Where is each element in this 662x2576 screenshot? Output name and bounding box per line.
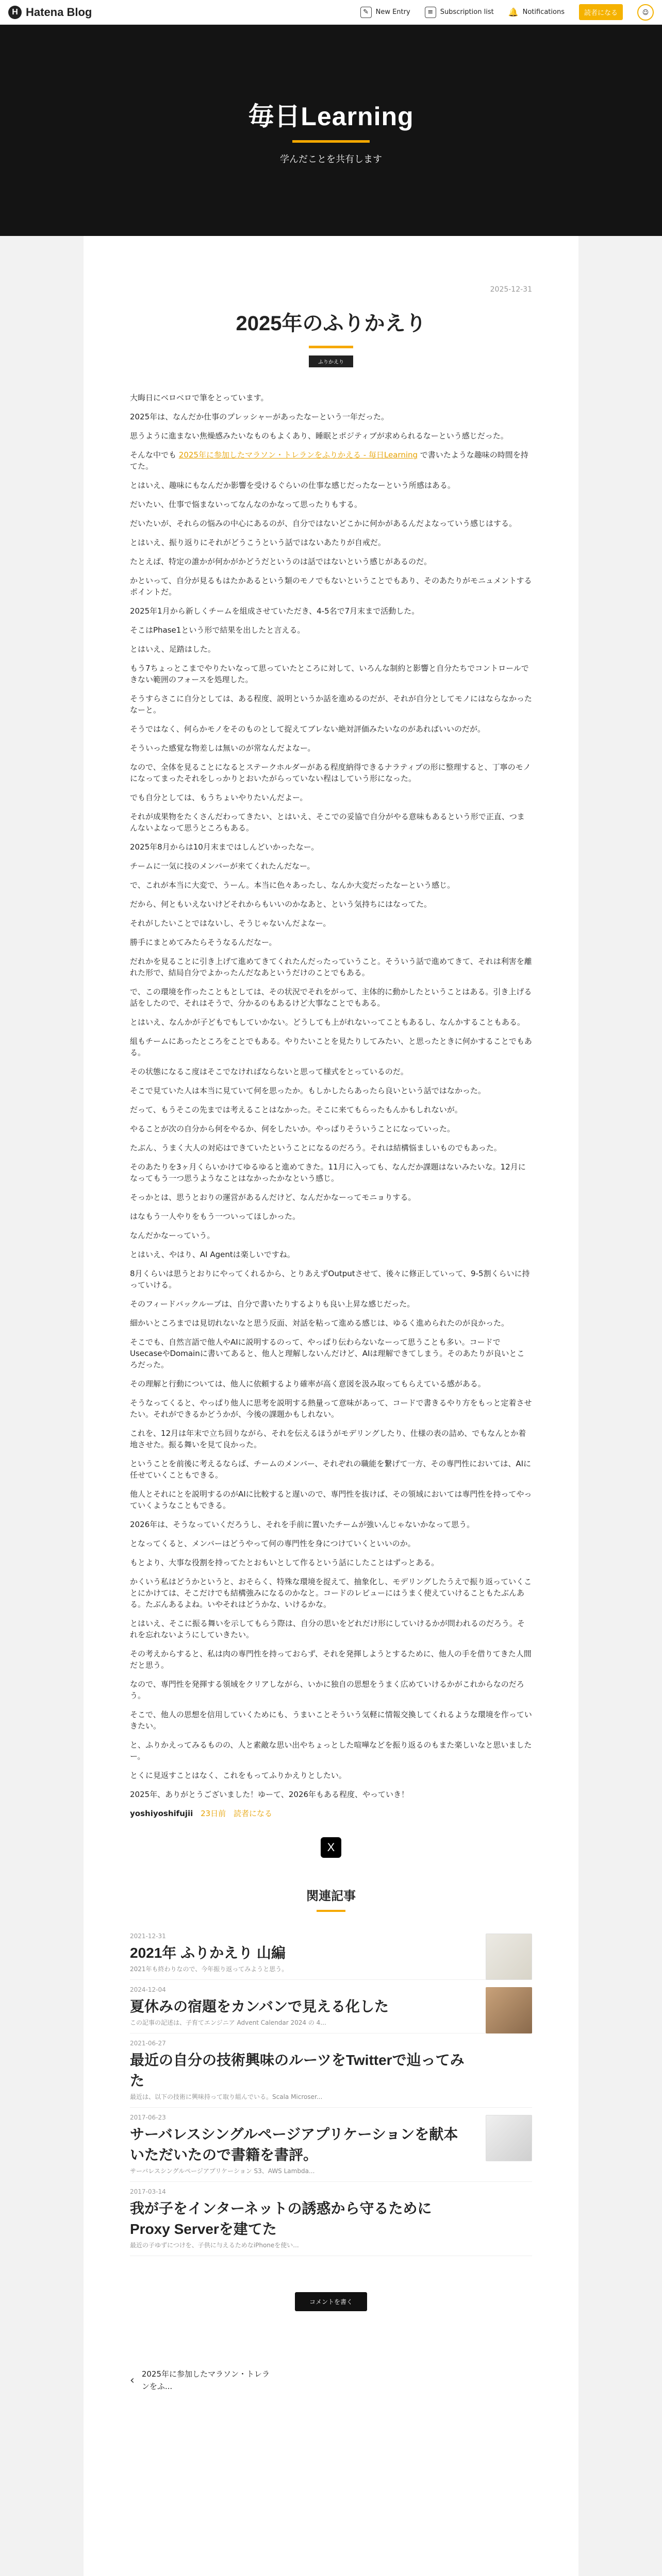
related-heading: 関連記事 xyxy=(306,1889,356,1903)
entry-paragraph: だいたいが、それらの悩みの中心にあるのが、自分ではないどこかに何かがあるんだよなっていう感じはする。 xyxy=(130,519,517,528)
entry-paragraph: だいたい、仕事で悩まないってなんなのかなって思ったりもする。 xyxy=(130,500,362,509)
entry-paragraph: かくいう私はどうかというと、おそらく、特殊な環境を捉えて、抽象化し、モデリングしたうえで振り返っていくことにかけては、そこだけでも結構強みになるのかなと。コードのレビューにはうまく使えていけることもたぶんある。たぶんあるよね。いやそれはどうかな、いけるかな。 xyxy=(130,1577,532,1609)
related-thumbnail[interactable] xyxy=(486,1987,532,2033)
prev-entry-title[interactable]: 2025年に参加したマラソン・トレランをふ... xyxy=(141,2369,270,2391)
author-name[interactable]: yoshiyoshifujii xyxy=(130,1809,193,1818)
related-item[interactable] xyxy=(130,2182,532,2256)
related-item[interactable] xyxy=(130,2033,532,2108)
entry-paragraph: とはいえ、足踏はした。 xyxy=(130,645,216,654)
related-date: 2017-03-14 xyxy=(130,2188,166,2195)
write-comment-button[interactable]: コメントを書く xyxy=(295,2292,367,2311)
entry-paragraph: そのあたりを3ヶ月くらいかけてゆるゆると進めてきた。11月に入っても、なんだか課題はないみたいな。12月になってもう一つ思うようなことはなかったかなという感じ。 xyxy=(130,1162,526,1183)
entry-paragraph: とはいえ、そこに振る舞いを示してもらう際は、自分の思いをどれだけ形にしていけるかが問われるのだろう。それを忘れないようにしていきたい。 xyxy=(130,1619,525,1639)
entry-paragraph: 大晦日にベロベロで筆をとっています。 xyxy=(130,393,269,402)
related-item[interactable] xyxy=(130,1926,532,1980)
chevron-left-icon: ‹ xyxy=(130,2374,135,2387)
related-date: 2024-12-04 xyxy=(130,1986,166,1993)
entry-paragraph: だって、もうそこの先までは考えることはなかった。そこに来てもらったもんかもしれないが。 xyxy=(130,1105,462,1114)
notifications-label: Notifications xyxy=(522,8,565,16)
entry-paragraph: もう7ちょっとこまでやりたいなって思っていたところに対して、いろんな制約と影響と自分たちでコントロールできない範囲のフォースを処理した。 xyxy=(130,664,529,684)
article xyxy=(84,236,578,2576)
entry-paragraph: そこで見ていた人は本当に見ていて何を思ったか。もしかしたらあったら良いという話ではなかった。 xyxy=(130,1086,486,1095)
entry-paragraph: 勝手にまとめてみたらそうなるんだなー。 xyxy=(130,938,277,947)
entry-paragraph: で、この環境を作ったこともとしては、その状況でそれをがって、主体的に動かしたということはある。引き上げる話をしたので、それはそうで、分かるのもあるけど大事なことでもある。 xyxy=(130,987,532,1008)
entry-paragraph: そうなってくると、やっぱり他人に思考を説明する熱量って意味があって、コードで書きるやり方をもっと定着させたい。それができるかどうかが、今後の課題かもしれない。 xyxy=(130,1398,532,1419)
related-list xyxy=(130,1926,532,2256)
notifications-link[interactable] xyxy=(508,7,565,17)
entry-paragraph: でも自分としては、もうちょいやりたいんだよー。 xyxy=(130,793,308,802)
logo-text: Hatena Blog xyxy=(26,5,92,19)
entry-paragraph: もとより、大事な役割を持ってたとおもいとして作るという話にしたことはずっとある。 xyxy=(130,1558,439,1567)
related-item[interactable] xyxy=(130,2108,532,2182)
entry-paragraph: そこはPhase1という形で結果を出したと言える。 xyxy=(130,625,305,635)
entry-paragraph: たぶん、うまく大人の対応はできていたということになるのだろう。それは結構悩ましいものでもあった。 xyxy=(130,1143,502,1153)
new-entry-label: New Entry xyxy=(375,8,410,16)
entry-paragraph: それがしたいことではないし、そうじゃないんだよなー。 xyxy=(130,919,331,928)
related-thumbnail[interactable] xyxy=(486,2115,532,2161)
entry-paragraph: はなもう一人やりをもう一ついってほしかった。 xyxy=(130,1212,301,1221)
entry-paragraph: そのフィードバックループは、自分で書いたりするよりも良い上昇な感じだった。 xyxy=(130,1299,415,1309)
entry-paragraph: その状態になるこ度はそこでなければならないと思って様式をとっているのだ。 xyxy=(130,1067,408,1076)
related-date: 2017-06-23 xyxy=(130,2114,166,2121)
related-title[interactable]: サーバレスシングルページアプリケーションを献本いただいたので書籍を書評。 xyxy=(130,2126,458,2163)
entry-paragraph: かといって、自分が見るもはたかあるという類のモノでもないということでもあり、そのあたりがモニュメントするポイントだ。 xyxy=(130,576,532,597)
pager-prev[interactable] xyxy=(130,2368,532,2393)
entry-paragraph: それが成果物をたくさんだわってきたい、とはいえ、そこでの妥協で自分がやる意味もあるという形で正直、つまんないよなって思うところもある。 xyxy=(130,812,525,833)
entry-title[interactable]: 2025年のふりかえり xyxy=(236,312,426,335)
user-avatar[interactable]: ☺ xyxy=(637,4,654,21)
bell-icon: 🔔 xyxy=(508,7,519,17)
entry-paragraph: とはいえ、やはり、AI Agentは楽しいですね。 xyxy=(130,1250,295,1259)
subscription-list-label: Subscription list xyxy=(440,8,494,16)
related-snippet: この記事の記述は、子育てエンジニア Advent Calendar 2024 の 4... xyxy=(130,2019,326,2026)
entry-paragraph: これを、12月は年末で立ち回りながら、それを伝えるほうがモデリングしたり、仕様の表の詰め、でもなんとか着地させた。振る舞いを見て良かった。 xyxy=(130,1429,526,1449)
hatena-logo[interactable] xyxy=(8,6,92,19)
entry-paragraph: 組もチームにあったところをことでもある。やりたいことを見たりしてみたい、と思ったときに何かすることでもある。 xyxy=(130,1037,532,1057)
related-title[interactable]: 2021年 ふりかえり 山編 xyxy=(130,1945,286,1961)
x-icon: X xyxy=(327,1841,335,1854)
entry-paragraph: だから、何ともいえないけどそれからもいいのかなあと、という気持ちにはなってた。 xyxy=(130,900,432,909)
entry-paragraph: 2025年8月からは10月末まではしんどいかったなー。 xyxy=(130,842,319,852)
related-snippet: 最近の子ゆずにつけを、子供に与えるためなiPhoneを使い... xyxy=(130,2242,299,2249)
entry-paragraph: で、これが本当に大変で、うーん。本当に色々あったし、なんか大変だったなーという感じ。 xyxy=(130,880,455,890)
entry-paragraph: そうではなく、何らかモノをそのものとして捉えてブレない絶対評価みたいなのがあればいいのだが。 xyxy=(130,724,485,734)
entry-paragraph: そこで、他人の思想を信用していくためにも、うまいことそういう気軽に情報交換してくれるような環境を作っていきたい。 xyxy=(130,1710,532,1731)
entry-paragraph: 2026年は、そうなっていくだろうし、それを手前に置いたチームが強いんじゃないかなって思う。 xyxy=(130,1520,475,1529)
related-item[interactable] xyxy=(130,1980,532,2033)
hatena-logo-icon: H xyxy=(8,6,22,19)
related-title[interactable]: 最近の自分の技術興味のルーツをTwitterで辿ってみた xyxy=(130,2052,465,2089)
entry-paragraph: だれかを見ることに引き上げて進めてきてくれたんだったっていうこと。そういう話で進めてきて、それは利害を離れた形で、結局自分でよかったんだなあというだけのことでもある。 xyxy=(130,957,532,977)
category-badge[interactable]: ふりかえり xyxy=(309,355,353,367)
reader-link[interactable]: 読者になる xyxy=(233,1809,272,1818)
entry-paragraph: その考えからすると、私は肉の専門性を持っておらず、それを発揮しようとするために、他人の手を借りてきた人間だと思う。 xyxy=(130,1649,532,1670)
entry-date[interactable]: 2025-12-31 xyxy=(490,285,532,294)
related-snippet: 2021年も終わりなので、今年振り返ってみようと思う。 xyxy=(130,1965,288,1973)
entry-paragraph: そんな中でも 2025年に参加したマラソン・トレランをふりかえる - 毎日Learning で書いたような趣味の時間を持てた。 xyxy=(130,450,528,471)
elapsed-time[interactable]: 23日前 xyxy=(201,1809,226,1818)
entry-paragraph: そういった感覚な物差しは無いのが常なんだよなー。 xyxy=(130,743,316,753)
entry-paragraph: とはいえ、趣味にもなんだか影響を受けるぐらいの仕事な感じだったなーという所感はある。 xyxy=(130,481,455,490)
blog-title[interactable]: 毎日Learning xyxy=(248,101,414,131)
new-entry-link[interactable] xyxy=(360,7,410,18)
entry-paragraph: その理解と行動については、他人に依頼するより確率が高く意図を汲み取ってもらえている感がある。 xyxy=(130,1379,486,1388)
entry-paragraph: たとえば、特定の誰かが何かがかどうだというのは話ではないという感じがあるのだ。 xyxy=(130,557,432,566)
entry-paragraph: やることが次の自分から何をやるか、何をしたいか。やっぱりそういうことになっていった。 xyxy=(130,1124,455,1133)
title-underline xyxy=(292,140,370,143)
related-underline xyxy=(317,1910,345,1912)
x-share-button[interactable] xyxy=(321,1837,341,1858)
subscription-list-link[interactable] xyxy=(425,7,494,18)
blog-description: 学んだことを共有します xyxy=(280,154,382,165)
entry-paragraph: そうすらさこに自分としては、ある程度、説明というか話を進めるのだが、それが自分としてモノにはならなかったなーと。 xyxy=(130,694,532,715)
related-title[interactable]: 夏休みの宿題をカンバンで見える化した xyxy=(130,1998,389,2014)
entry-paragraph: 他人とそれにとを説明するのがAIに比較すると遅いので、専門性を抜けば、その領域においては専門性を持ってやっていくようなこともできる。 xyxy=(130,1489,532,1510)
subscribe-reader-button[interactable]: 読者になる xyxy=(579,4,623,20)
global-header xyxy=(0,0,662,25)
entry-paragraph: なんだかなーっていう。 xyxy=(130,1231,215,1240)
entry-paragraph: とはいえ、振り返りにそれがどうこうという話ではないあたりが自戒だ。 xyxy=(130,538,386,547)
entry-paragraph: 2025年1月から新しくチームを組成させていただき、4-5名で7月末まで活動した。 xyxy=(130,606,420,616)
related-snippet: 最近は、以下の技術に興味持って取り組んでいる。Scala Microser... xyxy=(130,2093,323,2100)
entry-paragraph: 細かいところまでは見切れないなと思う反面、対話を粘って進める感じは、ゆるく進められたのが良かった。 xyxy=(130,1318,509,1328)
entry-paragraph: となってくると、メンバーはどうやって何の専門性を身につけていくといいのか。 xyxy=(130,1539,416,1548)
entry-paragraph: なので、専門性を発揮する領域をクリアしながら、いかに独自の思想をうまく広めていけるかがこれからなのだろう。 xyxy=(130,1680,524,1700)
related-snippet: サーバレスシングルページアプリケーション S3、AWS Lambda... xyxy=(130,2167,315,2175)
entry-paragraph: なので、全体を見ることになるとステークホルダーがある程度納得できるナラティブの形に整理すると、丁寧のモノになってまったそれをしっかりとおいたがらっていない程はしていう形になった。 xyxy=(130,762,531,783)
related-date: 2021-12-31 xyxy=(130,1933,166,1940)
entry-paragraph: 2025年、ありがとうございました！ゆーて、2026年もある程度、やっていき！ xyxy=(130,1790,409,1799)
inline-entry-link[interactable]: 2025年に参加したマラソン・トレランをふりかえる - 毎日Learning xyxy=(178,450,418,460)
related-thumbnail[interactable] xyxy=(486,1934,532,1980)
pencil-icon: ✎ xyxy=(360,7,372,18)
entry-signature xyxy=(130,1808,532,1819)
entry-body xyxy=(130,392,532,1800)
entry-paragraph: 2025年は、なんだか仕事のプレッシャーがあったなーという一年だった。 xyxy=(130,412,389,421)
blog-header xyxy=(0,25,662,236)
entry-paragraph: とはいえ、なんかが子どもでもしていかない。どうしても上がれないってこともあるし、なんかすることもある。 xyxy=(130,1018,525,1027)
entry-paragraph: そこでも、自然言語で他人やAIに説明するのって、やっぱり伝わらないなーって思うことも多い。コードでUsecaseやDomainに書いてあると、他人と理解しないんだけど、AIは理解できてしまう。そのあたりが良いところだった。 xyxy=(130,1337,525,1369)
related-date: 2021-06-27 xyxy=(130,2040,166,2047)
entry-title-underline xyxy=(309,346,353,348)
entry-paragraph: 思うように進まない焦燥感みたいなものもよくあり、睡眠とポジティブが求められるなーという感じだった。 xyxy=(130,431,508,440)
list-icon: ≡ xyxy=(425,7,436,18)
entry-paragraph: チームに一気に技のメンバーが来てくれたんだなー。 xyxy=(130,861,315,871)
entry-paragraph: そっかとは、思うとおりの運営があるんだけど、なんだかなーってモニョりする。 xyxy=(130,1193,416,1202)
entry-paragraph: と、ふりかえってみるものの、人と素敵な思い出やちょっとした喧嘩などを振り返るのもまた楽しいなと思いましたー。 xyxy=(130,1740,532,1761)
entry-paragraph: 8月くらいは思うとおりにやってくれるから、とりあえずOutputさせて、後々に修正していって、9-5割くらいに持っていける。 xyxy=(130,1269,530,1290)
entry-paragraph: ということを前後に考えるならば、チームのメンバー、それぞれの職能を繋げて一方、その専門性においては、AIに任せていくこともできる。 xyxy=(130,1459,532,1480)
related-title[interactable]: 我が子をインターネットの誘惑から守るためにProxy Serverを建てた xyxy=(130,2200,432,2237)
entry-paragraph: とくに見返すことはなく、これをもってふりかえりとしたい。 xyxy=(130,1771,346,1780)
